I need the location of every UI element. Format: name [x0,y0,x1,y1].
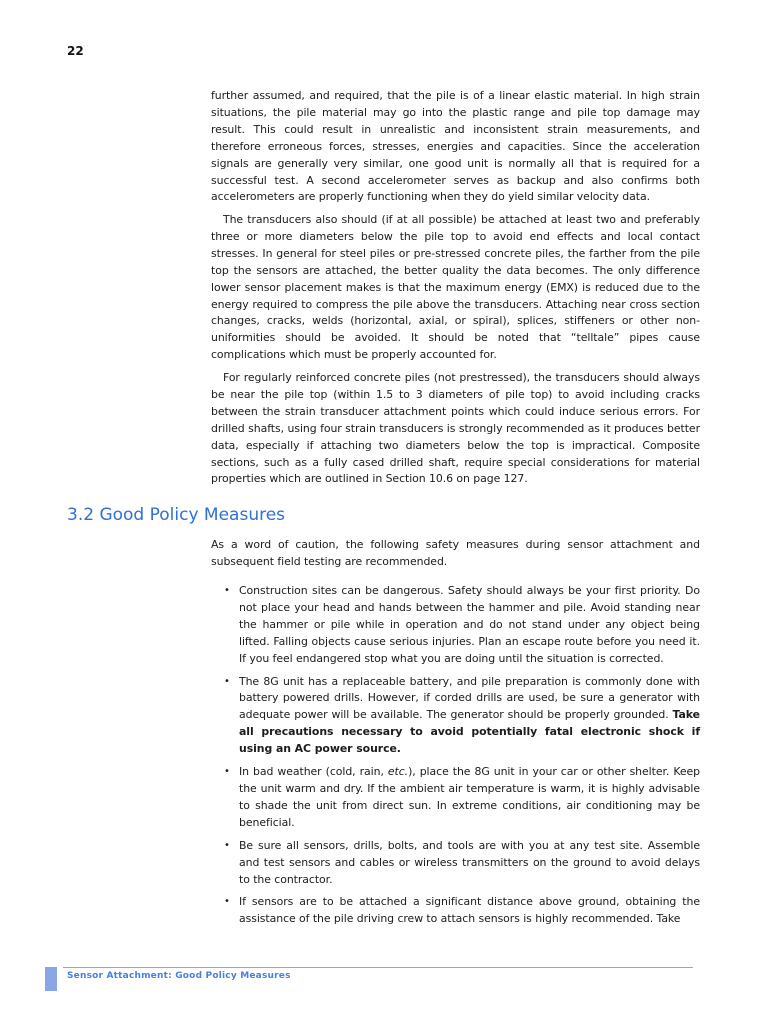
bullet-icon: • [224,675,230,687]
shock-warning: Take all precautions necessary to avoid potentially fatal electronic shock if using an AC power source. [239,708,700,756]
list-item-text: Be sure all sensors, drills, bolts, and tools are with you at any test site. Assemble and test sensors and cables or wireless transmitters on the ground to avoid delays to the contractor. [239,838,700,886]
list-item [211,764,700,832]
bullet-icon: • [224,766,230,778]
footer-running-title: Sensor Attachment: Good Policy Measures [67,971,291,981]
safety-measures-list [211,583,700,934]
section-heading: 3.2 Good Policy Measures [67,505,286,525]
list-item-text: The 8G unit has a replaceable battery, and pile preparation is commonly done with battery powered drills. However, if corded drills are used, be sure a generator with adequate power will be available. The generator should be properly grounded. [239,674,700,722]
footer-rule [63,967,693,968]
list-item-text: If sensors are to be attached a significant distance above ground, obtaining the assistance of the pile driving crew to attach sensors is highly recommended. Take [239,895,700,926]
list-item [211,583,700,668]
paragraph-transducer-placement: The transducers also should (if at all possible) be attached at least two and preferably three or more diameters below the pile top to avoid end effects and local contact stresses. In general for steel piles or pre-stressed concrete piles, the farther from the pile top the sensors are attached, the better quality the data becomes. The only difference lower sensor placement makes is that the maximum energy (EMX) is reduced due to the energy required to compress the pile above the transducers. Attaching near cross section changes, cracks, welds (horizontal, axial, or spiral), splices, stiffeners or other non-uniformities should be avoided. It should be noted that “telltale” pipes cause complications which must be properly accounted for. [211,213,700,362]
list-item-text: In bad weather (cold, rain, [239,765,388,779]
list-item-italic: etc. [387,765,409,779]
list-item [211,838,700,889]
bullet-icon: • [224,585,230,596]
footer-accent-bar [45,967,57,991]
bullet-icon: • [224,839,230,851]
page-number: 22 [67,44,84,58]
section-intro: As a word of caution, the following safety measures during sensor attachment and subsequent field testing are recommended. [211,538,700,568]
list-item [211,894,700,928]
list-item-text: Construction sites can be dangerous. Safety should always be your first priority. Do not place your head and hands between the hammer and pile. Avoid standing near the hammer or pile while in operation and do not stand under any object being lifted. Falling objects cause serious injuries. Plan an escape route before you need it. If you feel endangered stop what you are doing until the situation is corrected. [239,584,700,665]
bullet-icon: • [224,896,230,908]
list-item [211,674,700,759]
paragraph-concrete-piles: For regularly reinforced concrete piles (not prestressed), the transducers should always be near the pile top (within 1.5 to 3 diameters of pile top) to avoid including cracks between the strain transducer attachment points which could induce serious errors. For drilled shafts, using four strain transducers is strongly recommended as it produces better data, especially if attaching two diameters below the top is impractical. Composite sections, such as a fully cased drilled shaft, require special considerations for material properties which are outlined in Section 10.6 on page 127. [211,371,700,486]
list-item-text: ), place the 8G unit in your car or other shelter. Keep the unit warm and dry. If the ambient air temperature is warm, it is highly advisable to shade the unit from direct sun. In extreme conditions, air conditioning may be beneficial. [239,765,701,829]
paragraph-continuation: further assumed, and required, that the pile is of a linear elastic material. In high strain situations, the pile material may go into the plastic range and pile top damage may result. This could result in unrealistic and inconsistent strain measurements, and therefore erroneous forces, stresses, energies and capacities. Since the acceleration signals are generally very similar, one good unit is normally all that is required for a successful test. A second accelerometer serves as backup and also confirms both accelerometers are properly functioning when they do yield similar velocity data. [211,89,700,204]
